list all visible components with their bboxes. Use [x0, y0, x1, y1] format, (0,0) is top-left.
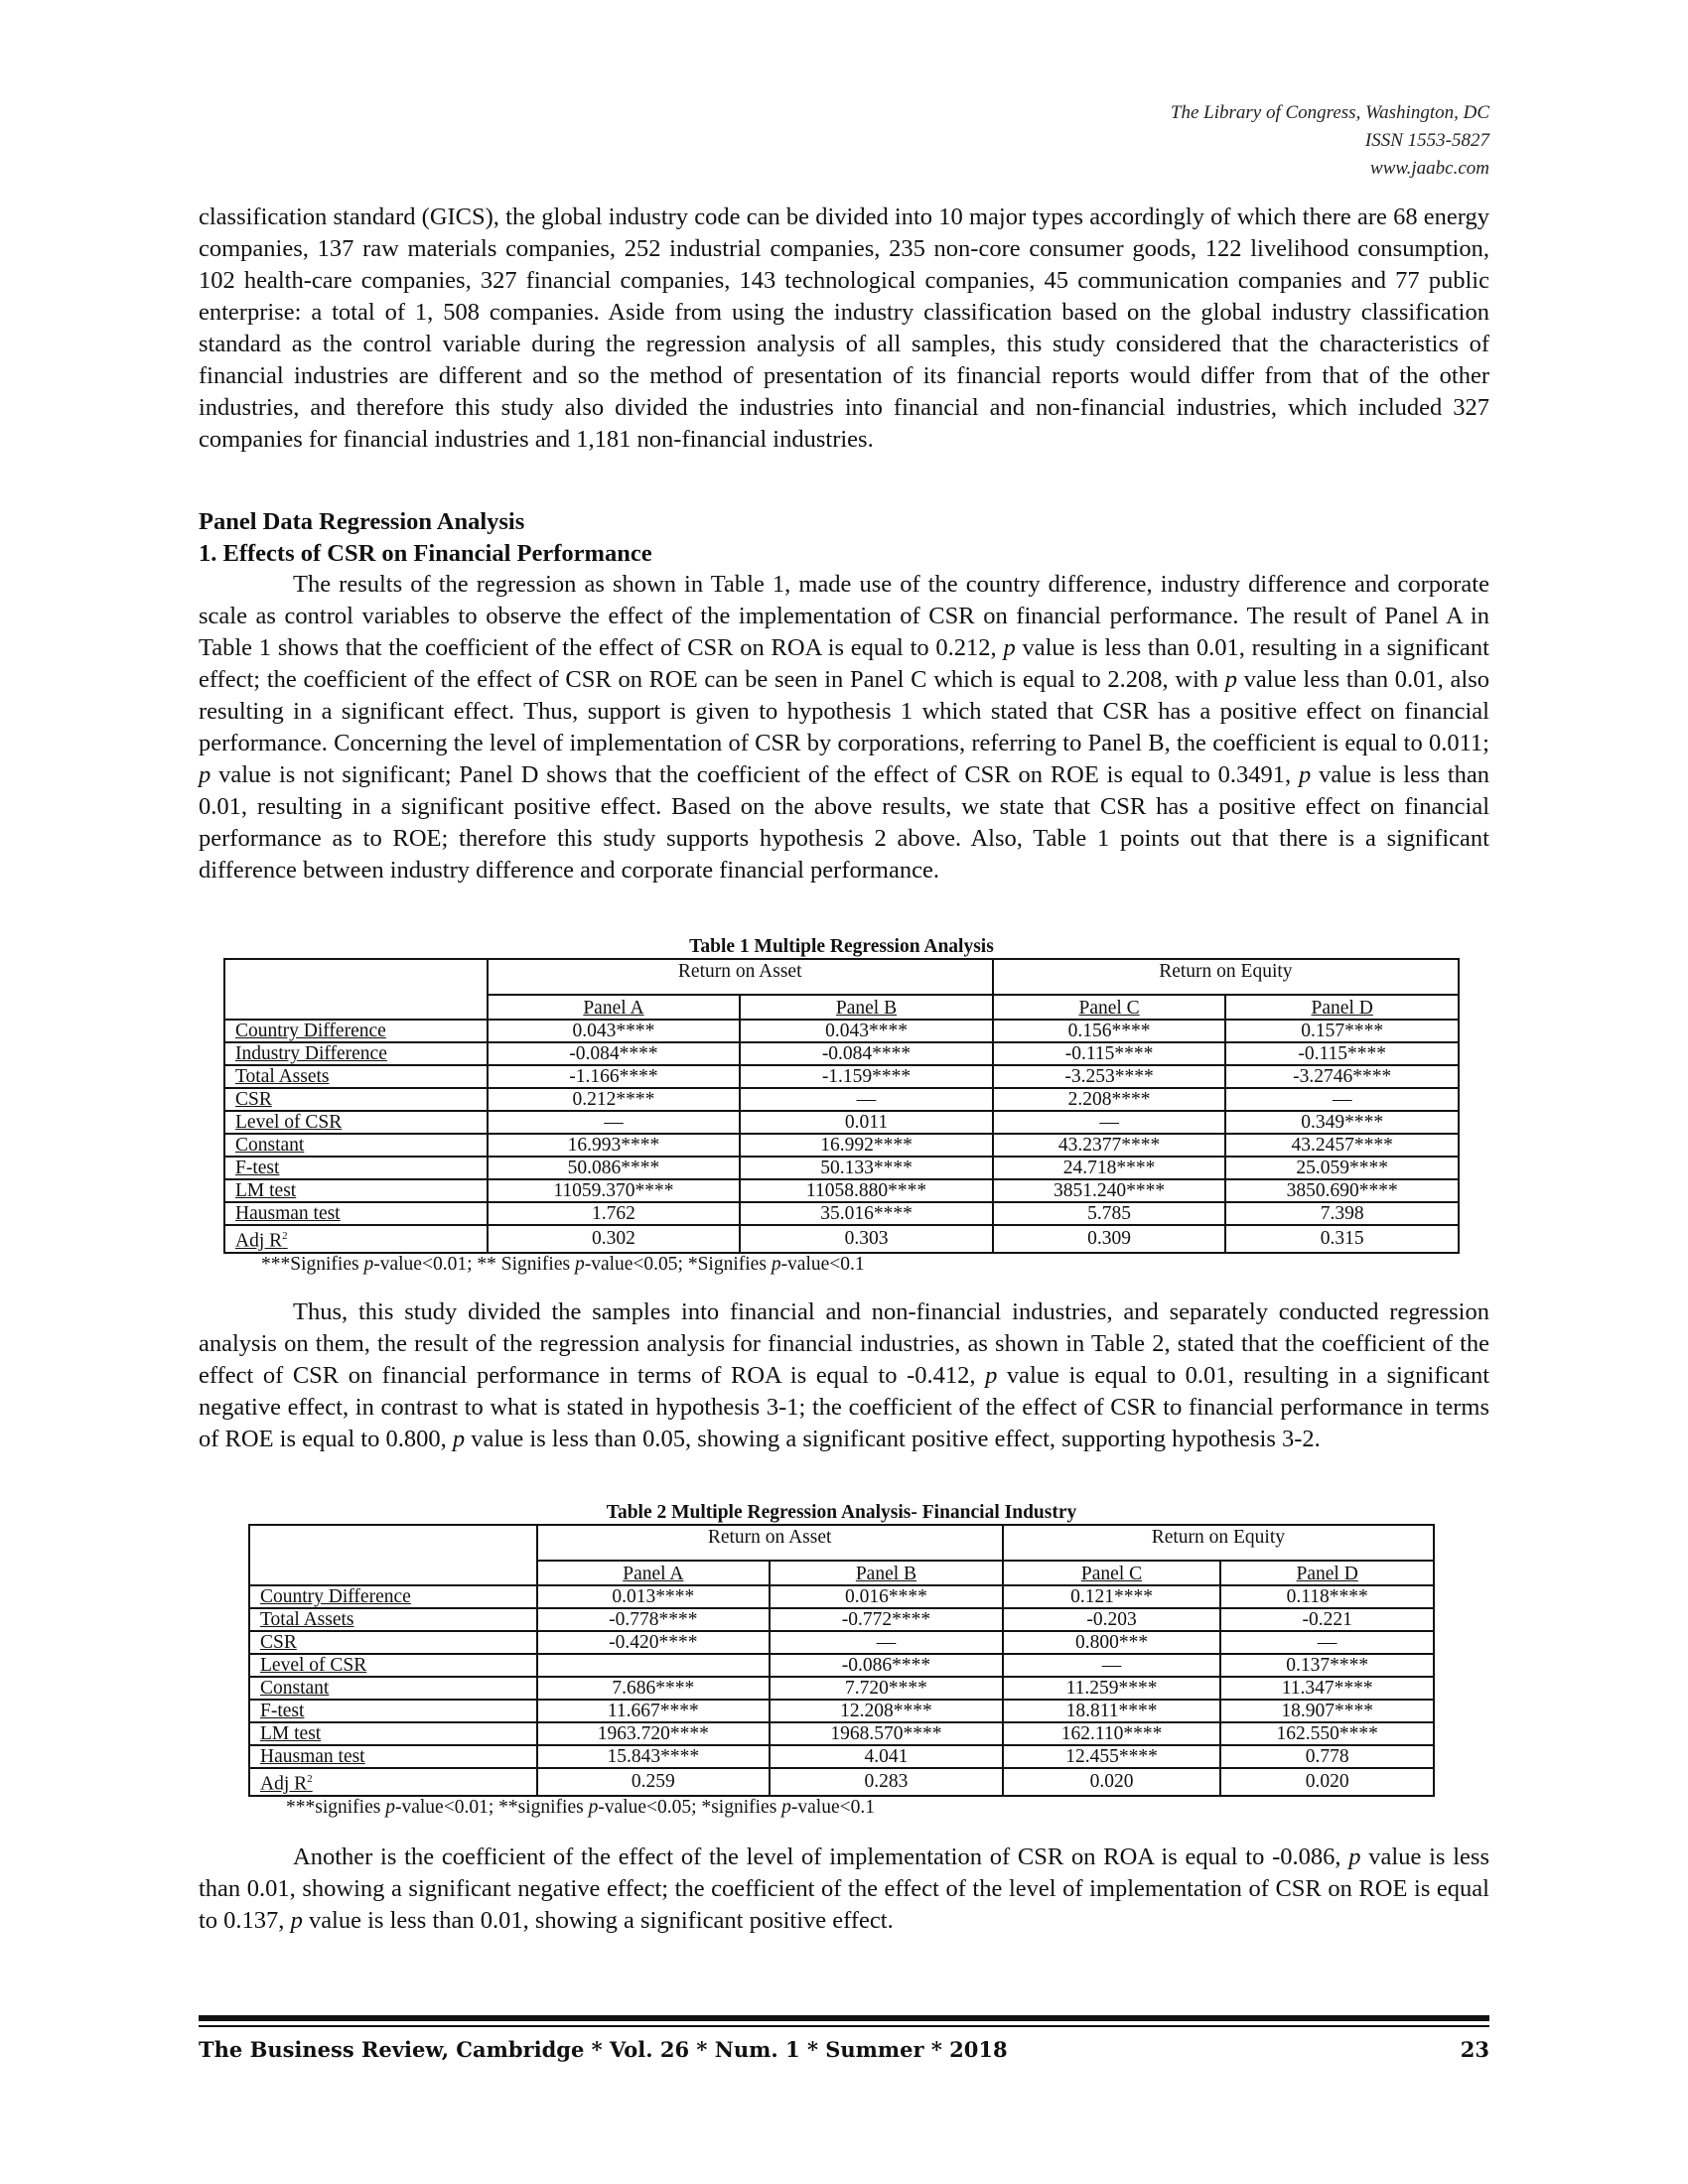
text-run: The results of the regression as shown in Table 1, made use of the country difference, industry difference and corporate scale as control variables to observe the effect of the implementation of CSR on financial performance. The result of Panel A in Table 1 shows that the coefficient of the effect of CSR on ROA is equal to 0.212, — [199, 571, 1489, 661]
table-cell: -0.084**** — [740, 1042, 993, 1065]
italic-p: p — [574, 1253, 585, 1275]
row-label — [249, 1631, 537, 1654]
italic-p: p — [290, 1907, 303, 1934]
table-cell: -1.166**** — [488, 1065, 741, 1088]
row-label — [249, 1654, 537, 1677]
row-label-text: LM test — [235, 1180, 297, 1201]
note-text: -value<0.05; *signifies — [598, 1796, 782, 1818]
header-website: www.jaabc.com — [1370, 158, 1489, 179]
table-cell: 12.455**** — [1003, 1745, 1221, 1768]
table-cell: -0.203 — [1003, 1608, 1221, 1631]
table-cell: 11058.880**** — [740, 1179, 993, 1202]
table2-title: Table 2 Multiple Regression Analysis- Financial Industry — [606, 1502, 1077, 1523]
table-cell: 0.315 — [1225, 1225, 1459, 1253]
table-row — [249, 1631, 1434, 1654]
table-cell: — — [1225, 1088, 1459, 1111]
table2-group-roe: Return on Equity — [1003, 1525, 1434, 1561]
table-row — [249, 1654, 1434, 1677]
header-issn: ISSN 1553-5827 — [1364, 130, 1489, 151]
row-label — [224, 1225, 488, 1253]
table-cell: -3.2746**** — [1225, 1065, 1459, 1088]
row-label — [224, 1042, 488, 1065]
table2-panel-header: Panel C — [1003, 1561, 1221, 1585]
table-row — [224, 1225, 1459, 1253]
row-label-text: Level of CSR — [235, 1112, 343, 1133]
italic-p: p — [771, 1253, 781, 1275]
italic-p: p — [363, 1253, 374, 1275]
table-cell: 0.020 — [1220, 1768, 1434, 1796]
table-cell: — — [1003, 1654, 1221, 1677]
table-cell: 0.137**** — [1220, 1654, 1434, 1677]
table-cell: -1.159**** — [740, 1065, 993, 1088]
text-run: Another is the coefficient of the effect of the level of implementation of CSR on ROA is equal to -0.086, — [293, 1843, 1349, 1870]
table1-group-roe: Return on Equity — [993, 959, 1459, 995]
table-cell: 2.208**** — [993, 1088, 1226, 1111]
table-cell — [537, 1654, 771, 1677]
row-label-text: Total Assets — [235, 1066, 330, 1087]
row-label-text: F-test — [260, 1701, 305, 1721]
table-row — [224, 1202, 1459, 1225]
table-cell: 0.157**** — [1225, 1020, 1459, 1042]
row-label-text: Adj R — [235, 1230, 283, 1252]
table2-panel-header: Panel A — [537, 1561, 771, 1585]
italic-p: p — [385, 1796, 395, 1818]
table1-title: Table 1 Multiple Regression Analysis — [689, 936, 994, 957]
note-text: ***signifies — [286, 1796, 386, 1818]
italic-p: p — [1348, 1843, 1361, 1870]
table2-block — [248, 1502, 1435, 1819]
table-row — [249, 1722, 1434, 1745]
row-label — [224, 1065, 488, 1088]
row-label — [249, 1608, 537, 1631]
table-cell: 43.2457**** — [1225, 1134, 1459, 1157]
italic-p: p — [1224, 666, 1237, 693]
note-text: -value<0.01; **signifies — [394, 1796, 589, 1818]
table-cell: 1963.720**** — [537, 1722, 771, 1745]
table-cell: 11059.370**** — [488, 1179, 741, 1202]
table-cell: — — [1220, 1631, 1434, 1654]
table-cell: -0.778**** — [537, 1608, 771, 1631]
italic-p: p — [985, 1362, 998, 1389]
table-cell: 0.800*** — [1003, 1631, 1221, 1654]
table-cell: 1968.570**** — [770, 1722, 1003, 1745]
table-cell: 25.059**** — [1225, 1157, 1459, 1179]
text-run: value less than 0.01, also resulting in a significant effect. Thus, support is given to hypothesis 1 which stated that CSR has a positive effect on financial performance. Concerning the level of implementation of CSR by corporations, referring to Panel B, the coefficient is equal to 0.011; — [199, 666, 1489, 756]
table-cell: -3.253**** — [993, 1065, 1226, 1088]
table2-group-roa: Return on Asset — [537, 1525, 1003, 1561]
row-label — [224, 1202, 488, 1225]
table-cell: 0.349**** — [1225, 1111, 1459, 1134]
italic-p: p — [452, 1426, 466, 1452]
row-label-text: Constant — [235, 1135, 305, 1156]
row-label-text: Total Assets — [260, 1609, 354, 1630]
table-cell: 11.347**** — [1220, 1677, 1434, 1700]
table1-note — [261, 1254, 1460, 1276]
table-row — [224, 1179, 1459, 1202]
table-row — [249, 1745, 1434, 1768]
table-cell: 7.720**** — [770, 1677, 1003, 1700]
table-row — [249, 1585, 1434, 1608]
table-cell: 0.016**** — [770, 1585, 1003, 1608]
running-header — [1171, 99, 1489, 183]
table-cell: 0.259 — [537, 1768, 771, 1796]
paragraph-level-of-csr — [199, 1842, 1489, 1937]
table2-note — [286, 1797, 1435, 1819]
row-label — [249, 1700, 537, 1722]
table-cell: 0.778 — [1220, 1745, 1434, 1768]
table-cell: -0.420**** — [537, 1631, 771, 1654]
table-cell: — — [488, 1111, 741, 1134]
row-label-text: Hausman test — [260, 1746, 365, 1767]
italic-p: p — [1003, 634, 1016, 661]
page-number: 23 — [1460, 2037, 1489, 2062]
table-cell: 3850.690**** — [1225, 1179, 1459, 1202]
table-cell: 50.086**** — [488, 1157, 741, 1179]
table-cell: — — [770, 1631, 1003, 1654]
row-label — [224, 1111, 488, 1134]
note-text: -value<0.1 — [790, 1796, 875, 1818]
table-cell: 0.156**** — [993, 1020, 1226, 1042]
table1-panel-header: Panel D — [1225, 995, 1459, 1020]
table-cell: -0.221 — [1220, 1608, 1434, 1631]
subsection-heading: 1. Effects of CSR on Financial Performance — [199, 540, 652, 567]
row-label-text: Adj R — [260, 1773, 308, 1795]
italic-p: p — [588, 1796, 599, 1818]
table-row — [224, 1020, 1459, 1042]
table-cell: -0.115**** — [993, 1042, 1226, 1065]
row-label — [249, 1585, 537, 1608]
table2-corner-cell — [249, 1525, 537, 1585]
row-label-superscript: 2 — [282, 1230, 288, 1242]
row-label — [224, 1157, 488, 1179]
note-text: -value<0.05; *Signifies — [584, 1253, 772, 1275]
table-cell: 35.016**** — [740, 1202, 993, 1225]
row-label — [224, 1088, 488, 1111]
table-cell: 18.907**** — [1220, 1700, 1434, 1722]
table2-group-row — [249, 1525, 1434, 1561]
table-row — [224, 1157, 1459, 1179]
row-label-text: F-test — [235, 1158, 280, 1178]
table-cell: 24.718**** — [993, 1157, 1226, 1179]
table-cell: 7.398 — [1225, 1202, 1459, 1225]
row-label-text: Country Difference — [235, 1021, 386, 1041]
table1-group-roa: Return on Asset — [488, 959, 993, 995]
row-label-superscript: 2 — [307, 1773, 313, 1785]
table-cell: -0.084**** — [488, 1042, 741, 1065]
table-cell: -0.086**** — [770, 1654, 1003, 1677]
table-cell: 4.041 — [770, 1745, 1003, 1768]
table1-panel-header: Panel A — [488, 995, 741, 1020]
table-cell: 3851.240**** — [993, 1179, 1226, 1202]
table-cell: 11.259**** — [1003, 1677, 1221, 1700]
table-row — [249, 1608, 1434, 1631]
table-cell: — — [993, 1111, 1226, 1134]
table-cell: 18.811**** — [1003, 1700, 1221, 1722]
text-run: value is equal to 0.01, resulting in a significant negative effect, in contrast to what is stated in hypothesis 3-1; the coefficient of the effect of CSR to financial performance in terms of ROE is equal to 0.800, — [199, 1362, 1489, 1452]
table-cell: 0.118**** — [1220, 1585, 1434, 1608]
paragraph-industry-classification: classification standard (GICS), the global industry code can be divided into 10 major types accordingly of which there are 68 energy companies, 137 raw materials companies, 252 industrial companies, 235 non-core consumer goods, 122 livelihood consumption, 102 health-care companies, 327 financial companies, 143 technological companies, 45 communication companies and 77 public enterprise: a total of 1, 508 companies. Aside from using the industry classification based on the global industry classification standard as the control variable during the regression analysis of all samples, this study considered that the characteristics of financial industries are different and so the method of presentation of its financial reports would differ from that of the other industries, and therefore this study also divided the industries into financial and non-financial industries, which included 327 companies for financial industries and 1,181 non-financial industries. — [199, 204, 1489, 453]
table-cell: 1.762 — [488, 1202, 741, 1225]
row-label-text: LM test — [260, 1723, 322, 1744]
table-cell: -0.772**** — [770, 1608, 1003, 1631]
row-label — [224, 1179, 488, 1202]
row-label-text: Hausman test — [235, 1203, 341, 1224]
table2-panel-header: Panel D — [1220, 1561, 1434, 1585]
row-label — [224, 1020, 488, 1042]
table-cell: 0.309 — [993, 1225, 1226, 1253]
table-cell: 0.302 — [488, 1225, 741, 1253]
table1-panel-header: Panel B — [740, 995, 993, 1020]
text-run: value is less than 0.01, showing a significant positive effect. — [302, 1907, 894, 1934]
note-text: -value<0.1 — [780, 1253, 865, 1275]
table-cell: 50.133**** — [740, 1157, 993, 1179]
table-cell: 0.303 — [740, 1225, 993, 1253]
footer-rule-thin — [199, 2025, 1489, 2027]
footer-journal: The Business Review, Cambridge * Vol. 26 * Num. 1 * Summer * 2018 — [199, 2037, 1008, 2062]
paragraph-csr-effects — [199, 569, 1489, 887]
text-run: value is less than 0.01, resulting in a significant effect; the coefficient of the effect of CSR on ROE can be seen in Panel C which is equal to 2.208, with — [199, 634, 1489, 693]
table-row — [224, 1111, 1459, 1134]
table-cell: 0.212**** — [488, 1088, 741, 1111]
table-row — [224, 1088, 1459, 1111]
header-library: The Library of Congress, Washington, DC — [1170, 102, 1489, 123]
table2-body — [249, 1585, 1434, 1796]
row-label — [249, 1722, 537, 1745]
text-run: Thus, this study divided the samples into financial and non-financial industries, and separately conducted regression analysis on them, the result of the regression analysis for financial industries, as shown in Table 2, stated that the coefficient of the effect of CSR on financial performance in terms of ROA is equal to -0.412, — [199, 1298, 1489, 1389]
table-cell: 11.667**** — [537, 1700, 771, 1722]
table-cell: 0.013**** — [537, 1585, 771, 1608]
text-run: value is less than 0.01, resulting in a significant positive effect. Based on the above results, we state that CSR has a positive effect on financial performance as to ROE; therefore this study supports hypothesis 2 above. Also, Table 1 points out that there is a significant difference between industry difference and corporate financial performance. — [199, 761, 1490, 884]
note-text: -value<0.01; ** Signifies — [373, 1253, 575, 1275]
table1-corner-cell — [224, 959, 488, 1020]
table2-panel-header: Panel B — [770, 1561, 1003, 1585]
table-cell: — — [740, 1088, 993, 1111]
table-cell: 162.110**** — [1003, 1722, 1221, 1745]
table1-panel-header: Panel C — [993, 995, 1226, 1020]
table-cell: 5.785 — [993, 1202, 1226, 1225]
table2 — [248, 1524, 1435, 1797]
text-run: value is less than 0.01, showing a significant negative effect; the coefficient of the effect of the level of implementation of CSR on ROE is equal to 0.137, — [199, 1843, 1489, 1934]
table-row — [224, 1065, 1459, 1088]
table-cell: 0.283 — [770, 1768, 1003, 1796]
table-row — [249, 1700, 1434, 1722]
page-footer — [199, 2037, 1489, 2062]
table-row — [249, 1677, 1434, 1700]
row-label — [249, 1768, 537, 1796]
table1-body — [224, 1020, 1459, 1253]
table-cell: 7.686**** — [537, 1677, 771, 1700]
table-cell: 0.011 — [740, 1111, 993, 1134]
row-label-text: Industry Difference — [235, 1043, 387, 1064]
table-cell: 16.992**** — [740, 1134, 993, 1157]
table-cell: 15.843**** — [537, 1745, 771, 1768]
italic-p: p — [199, 761, 211, 788]
table1 — [223, 958, 1460, 1254]
footer-rule — [199, 2015, 1489, 2021]
table-cell: 162.550**** — [1220, 1722, 1434, 1745]
table-cell: 0.043**** — [488, 1020, 741, 1042]
table1-block — [223, 936, 1460, 1276]
table-row — [249, 1768, 1434, 1796]
table-row — [224, 1134, 1459, 1157]
table1-group-row — [224, 959, 1459, 995]
table-cell: 0.121**** — [1003, 1585, 1221, 1608]
row-label-text: Country Difference — [260, 1586, 411, 1607]
section-heading: Panel Data Regression Analysis — [199, 508, 525, 535]
row-label-text: Constant — [260, 1678, 330, 1699]
italic-p: p — [781, 1796, 791, 1818]
row-label-text: CSR — [260, 1632, 297, 1653]
table-cell: 16.993**** — [488, 1134, 741, 1157]
table-cell: 43.2377**** — [993, 1134, 1226, 1157]
paragraph-financial-industry — [199, 1297, 1489, 1455]
row-label-text: Level of CSR — [260, 1655, 367, 1676]
note-text: ***Signifies — [261, 1253, 364, 1275]
table-cell: 0.043**** — [740, 1020, 993, 1042]
italic-p: p — [1299, 761, 1312, 788]
table-cell: 0.020 — [1003, 1768, 1221, 1796]
text-run: value is less than 0.05, showing a significant positive effect, supporting hypothesis 3-2. — [465, 1426, 1321, 1452]
table-row — [224, 1042, 1459, 1065]
row-label — [224, 1134, 488, 1157]
section-headings — [199, 506, 1489, 570]
table-cell: 12.208**** — [770, 1700, 1003, 1722]
row-label — [249, 1677, 537, 1700]
text-run: value is not significant; Panel D shows that the coefficient of the effect of CSR on ROE is equal to 0.3491, — [211, 761, 1300, 788]
table-cell: -0.115**** — [1225, 1042, 1459, 1065]
row-label-text: CSR — [235, 1089, 272, 1110]
row-label — [249, 1745, 537, 1768]
